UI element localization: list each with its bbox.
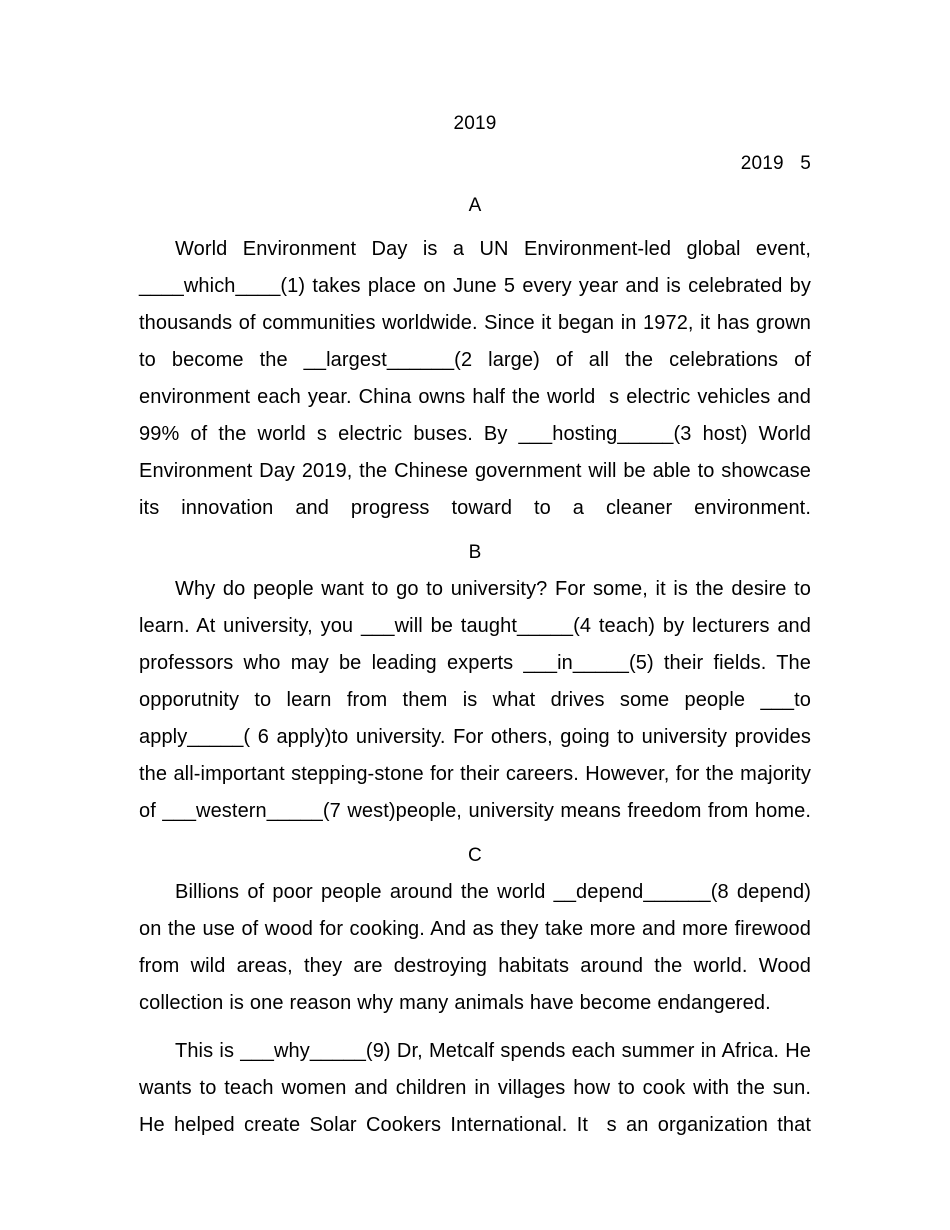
section-a-paragraph: World Environment Day is a UN Environment-led global event, ____which____(1) takes place on June 5 every year and is celebrated by thousands of communities worldwide. Since it began in 1972, it has grown to become the __largest______(2 large) of all the celebrations of environment each year. China owns half the world s electric vehicles and 99% of the world s electric buses. By ___hosting_____(3 host) World Environment Day 2019, the Chinese government will be able to showcase its innovation and progress toward to a cleaner environment. bbox=[139, 238, 817, 519]
document-subtitle: 2019 5 bbox=[740, 153, 811, 174]
section-b-paragraph: Why do people want to go to university? For some, it is the desire to learn. At university, you ___will be taught_____(4 teach) by lecturers and professors who may be leading experts ___in_____(5) their fields. The opporutnity to learn from them is what drives some people ___to apply_____( 6 apply)to university. For others, going to university provides the all-important stepping-stone for their careers. However, for the majority of ___western_____(7 west)people, university means freedom from home. bbox=[139, 578, 817, 822]
section-heading-c: C bbox=[468, 845, 482, 866]
section-c-paragraph-2: This is ___why_____(9) Dr, Metcalf spends each summer in Africa. He wants to teach women and children in villages how to cook with the sun. He helped create Solar Cookers International. It s an organization that bbox=[139, 1040, 817, 1136]
section-heading-b: B bbox=[468, 542, 482, 563]
section-c-paragraph-1: Billions of poor people around the world __depend______(8 depend) on the use of wood for cooking. And as they take more and more firewood from wild areas, they are destroying habitats around the world. Wood collection is one reason why many animals have become endangered. bbox=[139, 881, 817, 1014]
section-heading-a: A bbox=[468, 195, 482, 216]
document-title: 2019 bbox=[453, 113, 497, 134]
